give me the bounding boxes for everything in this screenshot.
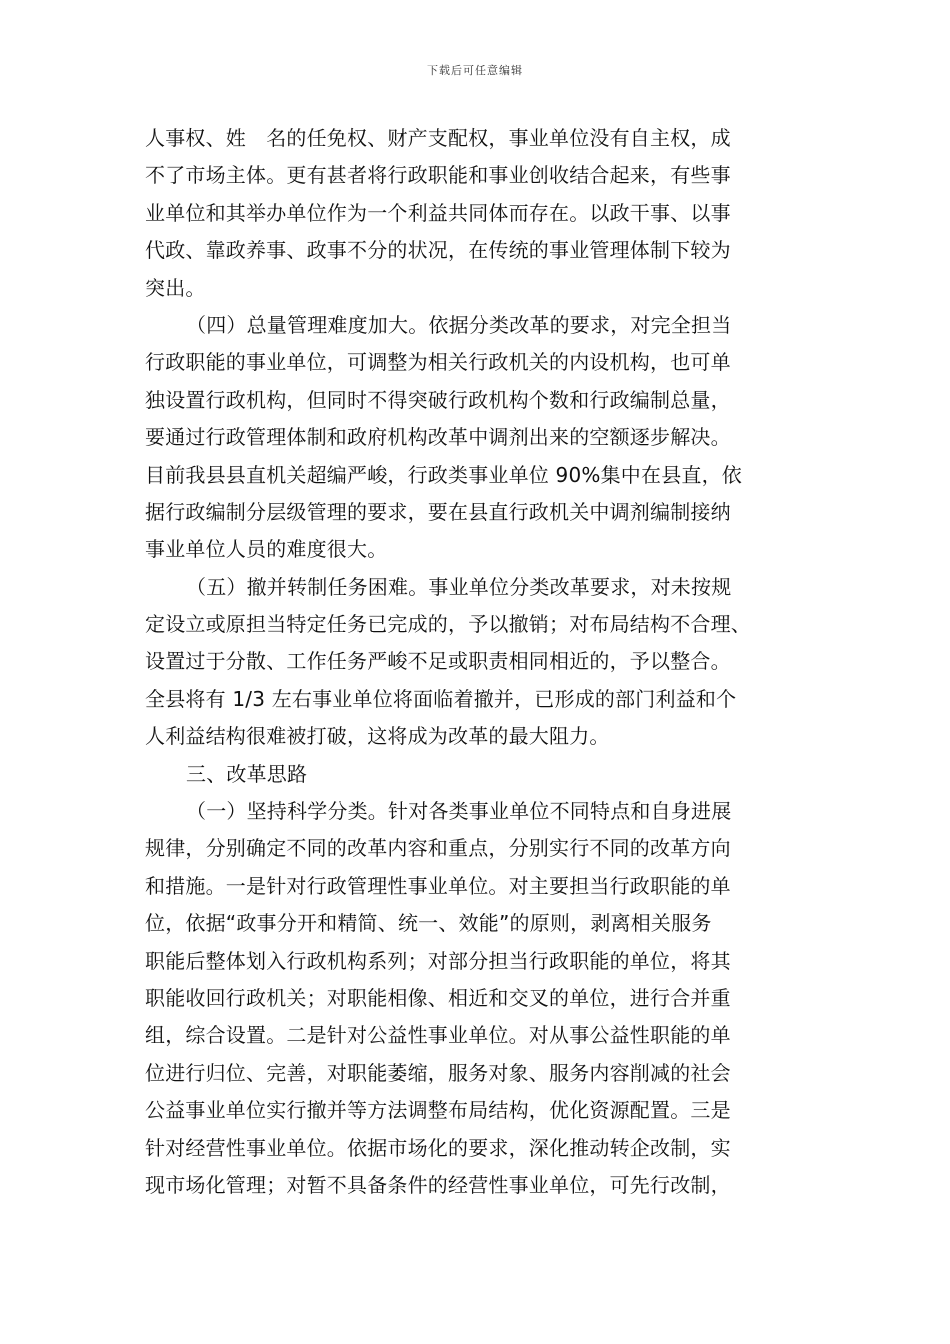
page-header: 下载后可任意编辑 [427,64,523,77]
text-line: 突出。 [145,275,206,300]
text-line: 业单位和其举办单位作为一个利益共同体而存在。以政干事、以事 [145,200,731,225]
text-line: 人利益结构很难被打破，这将成为改革的最大阻力。 [145,724,610,749]
text-line: 行政职能的事业单位，可调整为相关行政机关的内设机构，也可单 [145,350,731,375]
text-line: 据行政编制分层级管理的要求，要在县直行政机关中调剂编制接纳 [145,499,731,524]
text-line: 事业单位人员的难度很大。 [145,537,388,562]
section-heading: 三、改革思路 [186,761,308,786]
text-line: 目前我县县直机关超编严峻，行政类事业单位 90%集中在县直，依 [145,462,743,487]
text-line: 不了市场主体。更有甚者将行政职能和事业创收结合起来，有些事 [145,163,731,188]
text-line: 现市场化管理；对暂不具备条件的经营性事业单位，可先行改制， [145,1172,731,1197]
text-line: 定设立或原担当特定任务已完成的，予以撤销；对布局结构不合理、 [145,612,751,637]
text-line: 针对经营性事业单位。依据市场化的要求，深化推动转企改制，实 [145,1135,731,1160]
text-line: 组，综合设置。二是针对公益性事业单位。对从事公益性职能的单 [145,1023,731,1048]
text-line: 独设置行政机构，但同时不得突破行政机构个数和行政编制总量， [145,387,731,412]
text-line: 代政、靠政养事、政事不分的状况，在传统的事业管理体制下较为 [145,238,731,263]
paragraph-start: （一）坚持科学分类。针对各类事业单位不同特点和自身进展 [186,799,732,824]
paragraph-start: （四）总量管理难度加大。依据分类改革的要求，对完全担当 [186,312,732,337]
text-line: 设置过于分散、工作任务严峻不足或职责相同相近的，予以整合。 [145,649,731,674]
text-line: 公益事业单位实行撤并等方法调整布局结构，优化资源配置。三是 [145,1098,731,1123]
document-body [145,120,825,1204]
text-line: 人事权、姓 名的任免权、财产支配权，事业单位没有自主权，成 [145,126,731,150]
text-line: 全县将有 1/3 左右事业单位将面临着撤并，已形成的部门利益和个 [145,686,737,711]
text-line: 位进行归位、完善，对职能萎缩，服务对象、服务内容削减的社会 [145,1060,731,1085]
text-line: 规律，分别确定不同的改革内容和重点，分别实行不同的改革方向 [145,836,731,861]
text-line: 位，依据“政事分开和精简、统一、效能”的原则，剥离相关服务 [145,911,712,936]
paragraph-start: （五）撤并转制任务困难。事业单位分类改革要求，对未按规 [186,574,732,599]
text-line: 和措施。一是针对行政管理性事业单位。对主要担当行政职能的单 [145,873,731,898]
text-line: 职能后整体划入行政机构系列；对部分担当行政职能的单位，将其 [145,948,731,973]
text-line: 要通过行政管理体制和政府机构改革中调剂出来的空额逐步解决。 [145,425,731,450]
text-line: 职能收回行政机关；对职能相像、相近和交叉的单位，进行合并重 [145,985,731,1010]
